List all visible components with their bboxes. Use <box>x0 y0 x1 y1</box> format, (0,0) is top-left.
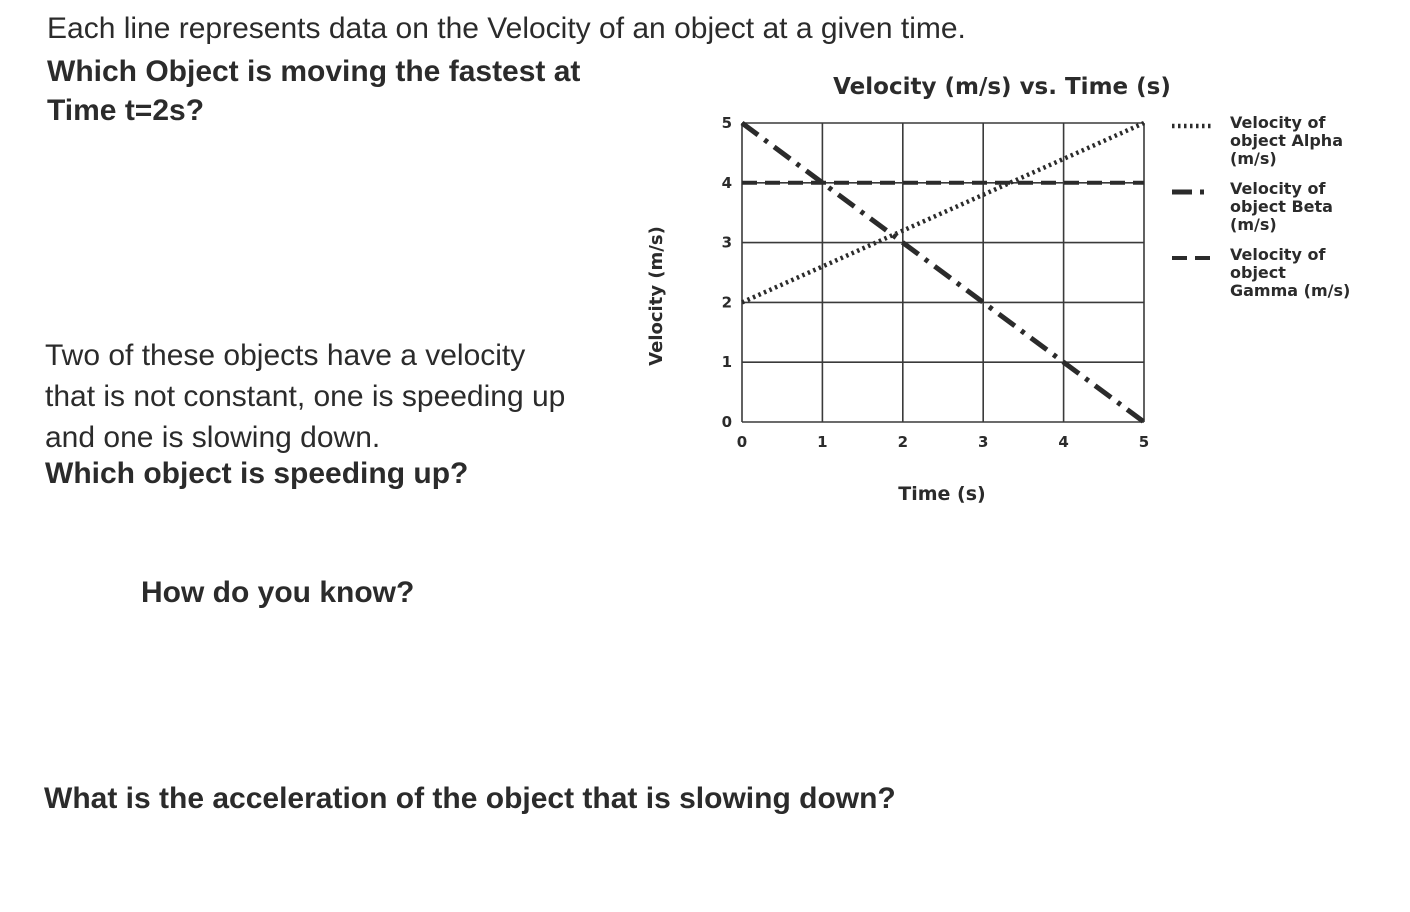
x-tick-label: 5 <box>1138 433 1150 451</box>
x-tick-label: 4 <box>1058 433 1069 451</box>
legend-label-2: (m/s) <box>1230 215 1277 234</box>
legend-label-3: object <box>1230 263 1286 282</box>
y-tick-label: 1 <box>721 353 732 372</box>
y-tick-label: 5 <box>721 114 732 132</box>
y-tick-label: 0 <box>721 413 732 431</box>
velocity-time-chart <box>620 60 1400 530</box>
legend-label-3: Velocity of <box>1230 245 1326 264</box>
chart-series <box>742 123 1144 422</box>
x-tick-label: 2 <box>897 433 909 451</box>
question-how-do-you-know: How do you know? <box>141 576 415 609</box>
legend-label-1: object Alpha <box>1230 131 1343 150</box>
question-fastest-line-1: Which Object is moving the fastest at <box>47 55 581 88</box>
legend-label-1: (m/s) <box>1230 149 1277 168</box>
chart-title: Velocity (m/s) vs. Time (s) <box>833 74 1171 100</box>
x-tick-label: 0 <box>736 433 748 451</box>
legend-label-2: Velocity of <box>1230 179 1326 198</box>
question-fastest-object <box>47 52 647 130</box>
explanation-line-2: that is not constant, one is speeding up <box>45 380 566 413</box>
series-line-2 <box>742 123 1144 422</box>
question-speeding-up: Which object is speeding up? <box>45 457 469 490</box>
x-tick-label: 3 <box>977 433 989 451</box>
x-axis-label: Time (s) <box>898 483 986 505</box>
explanation-line-1: Two of these objects have a velocity <box>45 339 526 372</box>
legend-label-3: Gamma (m/s) <box>1230 281 1351 300</box>
question-acceleration: What is the acceleration of the object that is slowing down? <box>44 782 896 815</box>
y-tick-label: 2 <box>721 293 732 312</box>
legend-label-1: Velocity of <box>1230 113 1326 132</box>
explanation-line-3: and one is slowing down. <box>45 421 381 454</box>
y-axis-label: Velocity (m/s) <box>646 226 667 366</box>
question-fastest-line-2: Time t=2s? <box>47 94 205 127</box>
explanation-paragraph <box>45 335 645 458</box>
y-tick-label: 4 <box>721 173 732 192</box>
intro-text: Each line represents data on the Velocity of an object at a given time. <box>47 12 966 45</box>
x-tick-label: 1 <box>817 433 828 451</box>
y-tick-label: 3 <box>721 233 732 252</box>
legend-label-2: object Beta <box>1230 197 1333 216</box>
chart-legend <box>1172 113 1350 300</box>
